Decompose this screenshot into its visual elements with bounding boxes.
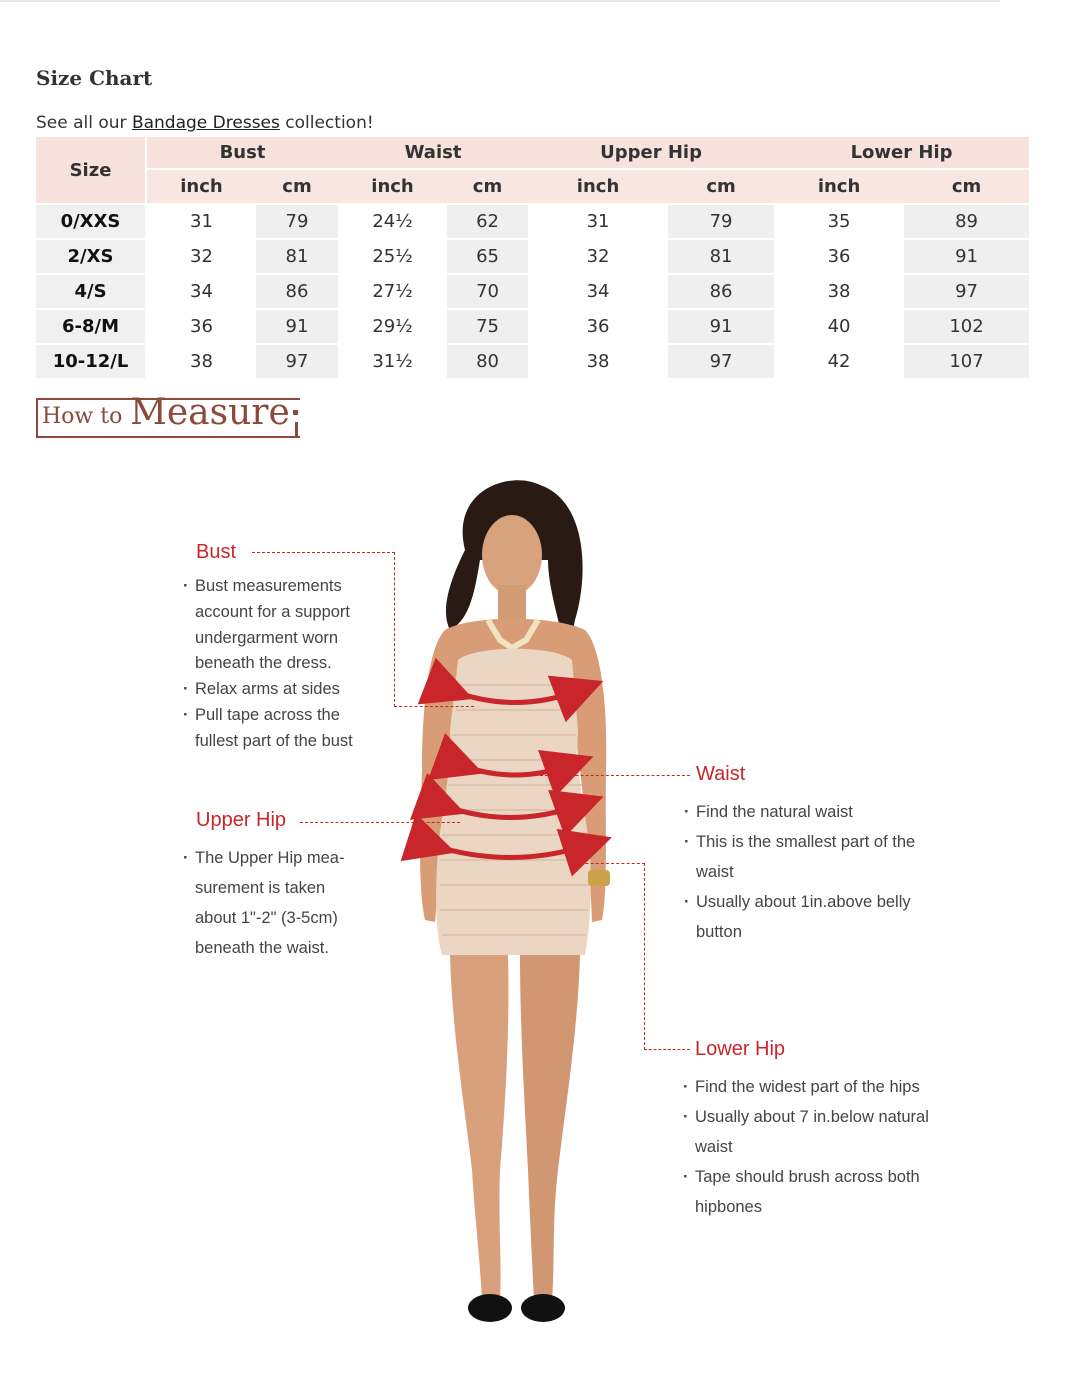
bandage-dresses-link[interactable]: Bandage Dresses [131, 113, 280, 133]
unit-header: inch [338, 168, 447, 203]
measurement-cell: 86 [668, 273, 774, 308]
guide-bullet: · This is the smallest part of the waist [684, 827, 934, 887]
measurement-cell: 24½ [338, 203, 447, 238]
collection-intro [36, 113, 374, 133]
measure-text: Measure [130, 392, 290, 433]
upper-hip-guide-title: Upper Hip [196, 809, 287, 831]
measurement-cell: 32 [147, 238, 256, 273]
how-to-text: How to [42, 404, 123, 429]
size-cell: 6-8/M [36, 308, 147, 343]
measurement-cell: 34 [528, 273, 668, 308]
unit-header: cm [447, 168, 528, 203]
page-title: Size Chart [36, 66, 153, 90]
measurement-cell: 31 [528, 203, 668, 238]
measurement-cell: 31½ [338, 343, 447, 378]
table-row [36, 343, 1029, 378]
measurement-cell: 81 [256, 238, 338, 273]
measurement-cell: 38 [774, 273, 904, 308]
measurement-cell: 42 [774, 343, 904, 378]
heading-dot-icon [293, 410, 298, 415]
measurement-cell: 102 [904, 308, 1029, 343]
measurement-cell: 80 [447, 343, 528, 378]
table-row [36, 238, 1029, 273]
how-to-measure-heading [36, 392, 300, 438]
upper-hip-group-header: Upper Hip [528, 137, 774, 168]
measurement-cell: 75 [447, 308, 528, 343]
waist-guide-list [684, 797, 934, 947]
measurement-cell: 70 [447, 273, 528, 308]
measurement-cell: 65 [447, 238, 528, 273]
measurement-cell: 25½ [338, 238, 447, 273]
guide-bullet: · Pull tape across the fullest part of the bust [183, 703, 373, 755]
guide-bullet: · Find the natural waist [684, 797, 934, 827]
table-row [36, 203, 1029, 238]
top-divider [0, 0, 1000, 2]
guide-bullet: · Bust measurements account for a support undergarment worn beneath the dress. [183, 574, 373, 677]
bust-guide-list [183, 574, 373, 755]
measurement-cell: 36 [147, 308, 256, 343]
size-column-header: Size [36, 137, 147, 203]
measurement-cell: 97 [904, 273, 1029, 308]
size-cell: 4/S [36, 273, 147, 308]
waist-leader-line [540, 775, 690, 776]
size-cell: 0/XXS [36, 203, 147, 238]
size-chart-table [36, 137, 1029, 378]
measurement-cell: 34 [147, 273, 256, 308]
measurement-cell: 91 [668, 308, 774, 343]
measurement-cell: 32 [528, 238, 668, 273]
measurement-cell: 81 [668, 238, 774, 273]
waist-group-header: Waist [338, 137, 528, 168]
guide-bullet: · Relax arms at sides [183, 677, 373, 703]
bust-guide-title: Bust [196, 541, 237, 563]
unit-header: cm [904, 168, 1029, 203]
measurement-cell: 38 [147, 343, 256, 378]
bust-group-header: Bust [147, 137, 338, 168]
measurement-cell: 97 [256, 343, 338, 378]
measurement-cell: 89 [904, 203, 1029, 238]
measurement-cell: 62 [447, 203, 528, 238]
face-shape [482, 515, 542, 595]
measurement-cell: 40 [774, 308, 904, 343]
left-shoe-shape [468, 1294, 512, 1322]
bust-leader-end [394, 706, 474, 707]
measurement-cell: 27½ [338, 273, 447, 308]
unit-header: inch [528, 168, 668, 203]
measurement-cell: 36 [528, 308, 668, 343]
measurement-cell: 86 [256, 273, 338, 308]
intro-prefix: See all our [36, 113, 132, 133]
table-row [36, 273, 1029, 308]
lower-hip-leader-line [570, 863, 645, 1050]
measurement-cell: 79 [668, 203, 774, 238]
guide-bullet: · Usually about 7 in.below natural waist [683, 1102, 945, 1162]
intro-suffix: collection! [279, 113, 374, 133]
measurement-cell: 91 [904, 238, 1029, 273]
measurement-cell: 107 [904, 343, 1029, 378]
upper-hip-guide-list [183, 843, 358, 963]
unit-header: cm [256, 168, 338, 203]
size-cell: 2/XS [36, 238, 147, 273]
legs-shape [450, 955, 508, 1300]
measurement-cell: 31 [147, 203, 256, 238]
lower-hip-group-header: Lower Hip [774, 137, 1029, 168]
right-shoe-shape [521, 1294, 565, 1322]
measurement-cell: 29½ [338, 308, 447, 343]
measurement-cell: 35 [774, 203, 904, 238]
guide-bullet: · Usually about 1in.above belly button [684, 887, 934, 947]
table-row [36, 308, 1029, 343]
heading-tick-icon [295, 422, 298, 436]
unit-header: inch [774, 168, 904, 203]
waist-guide-title: Waist [696, 763, 746, 785]
measurement-cell: 91 [256, 308, 338, 343]
measurement-cell: 97 [668, 343, 774, 378]
guide-bullet: · Find the widest part of the hips [683, 1072, 945, 1102]
guide-bullet: · Tape should brush across both hipbones [683, 1162, 945, 1222]
unit-header: cm [668, 168, 774, 203]
measurement-cell: 79 [256, 203, 338, 238]
unit-header: inch [147, 168, 256, 203]
upper-hip-leader-line [300, 822, 460, 823]
measurement-cell: 36 [774, 238, 904, 273]
lower-hip-guide-title: Lower Hip [695, 1038, 786, 1060]
guide-bullet: · The Upper Hip mea-surement is taken about 1"-2" (3-5cm) beneath the waist. [183, 843, 358, 963]
lower-hip-leader-end [644, 1049, 690, 1050]
lower-hip-guide-list [683, 1072, 945, 1222]
measurement-cell: 38 [528, 343, 668, 378]
size-cell: 10-12/L [36, 343, 147, 378]
